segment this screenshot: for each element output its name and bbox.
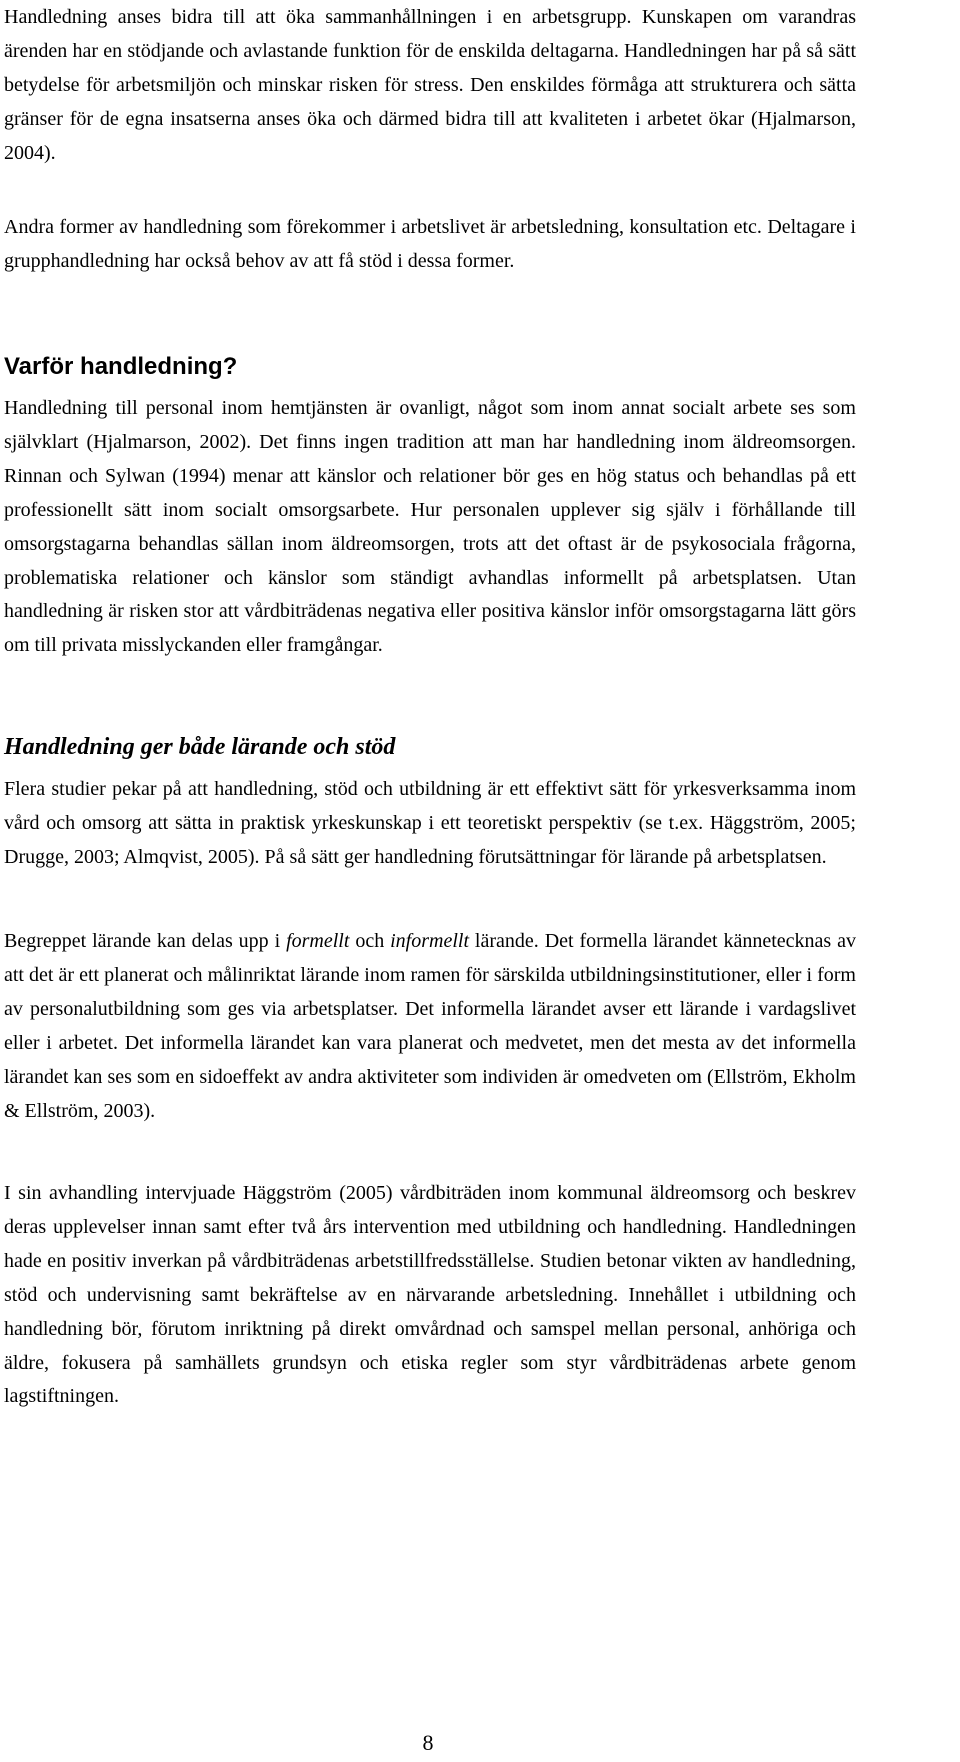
term-formellt: formellt <box>286 930 350 952</box>
paragraph-5-text-c: lärande. Det formella lärandet kännetecknas av att det är ett planerat och målinriktat lärande inom ramen för särskilda utbildningsinstitutioner, eller i form av personalutbildning som ges via arbetsplatser. Det informella lärandet avser ett lärande i vardagslivet eller i arbetet. Det informella lärandet kan vara planerat och medvetet, men det mesta av det informella lärandet kan ses som en sidoeffekt av andra aktiviteter som individen är omedveten om (Ellström, Ekholm & Ellström, 2003). <box>4 930 856 1122</box>
paragraph-4: Flera studier pekar på att handledning, stöd och utbildning är ett effektivt sätt för yrkesverksamma inom vård och omsorg att sätta in praktisk yrkeskunskap i ett teoretiskt perspektiv (se t.ex. Häggström, 2005; Drugge, 2003; Almqvist, 2005). På så sätt ger handledning förutsättningar för lärande på arbetsplatsen. <box>4 778 856 868</box>
paragraph-5-text-b: och <box>349 930 391 952</box>
paragraph-1: Handledning anses bidra till att öka sammanhållningen i en arbetsgrupp. Kunskapen om varandras ärenden har en stödjande och avlastande funktion för de enskilda deltagarna. Handledningen har på så sätt betydelse för arbetsmiljön och minskar risken för stress. Den enskildes förmåga att strukturera och sätta gränser för de egna insatserna anses öka och därmed bidra till att kvaliteten i arbetet ökar (Hjalmarson, 2004). <box>4 6 856 164</box>
page-number: 8 <box>422 1730 434 1755</box>
subsection-heading-larande: Handledning ger både lärande och stöd <box>4 734 396 760</box>
term-informellt: informellt <box>390 930 470 952</box>
paragraph-3: Handledning till personal inom hemtjänsten är ovanligt, något som inom annat socialt arbete ses som självklart (Hjalmarson, 2002). Det finns ingen tradition att man har handledning inom äldreomsorgen. Rinnan och Sylwan (1994) menar att känslor och relationer bör ges en hög status och behandlas på ett professionellt sätt inom socialt omsorgsarbete. Hur personalen upplever sig själv i förhållande till omsorgstagarna behandlas sällan inom äldreomsorgen, trots att det oftast är de psykosociala frågorna, problematiska relationer och känslor som ständigt avhandlas informellt på arbetsplatsen. Utan handledning är risken stor att vårdbiträdenas negativa eller positiva känslor inför omsorgstagarna lätt görs om till privata misslyckanden eller framgångar. <box>4 397 856 657</box>
paragraph-2: Andra former av handledning som förekommer i arbetslivet är arbetsledning, konsultation etc. Deltagare i grupphandledning har också behov av att få stöd i dessa former. <box>4 216 856 272</box>
paragraph-5-text-a: Begreppet lärande kan delas upp i <box>4 930 287 952</box>
paragraph-5 <box>4 925 856 1128</box>
paragraph-6: I sin avhandling intervjuade Häggström (2005) vårdbiträden inom kommunal äldreomsorg och beskrev deras upplevelser innan samt efter två års intervention med utbildning och handledning. Handledningen hade en positiv inverkan på vårdbiträdenas arbetstillfredsställelse. Studien betonar vikten av handledning, stöd och undervisning samt bekräftelse av en närvarande arbetsledning. Innehållet i utbildning och handledning bör, förutom inriktning på direkt omvårdnad och samspel mellan personal, anhöriga och äldre, fokusera på samhällets grundsyn och etiska regler som styr vårdbiträdenas arbete genom lagstiftningen. <box>4 1182 856 1408</box>
section-heading-varfor: Varför handledning? <box>4 353 238 380</box>
